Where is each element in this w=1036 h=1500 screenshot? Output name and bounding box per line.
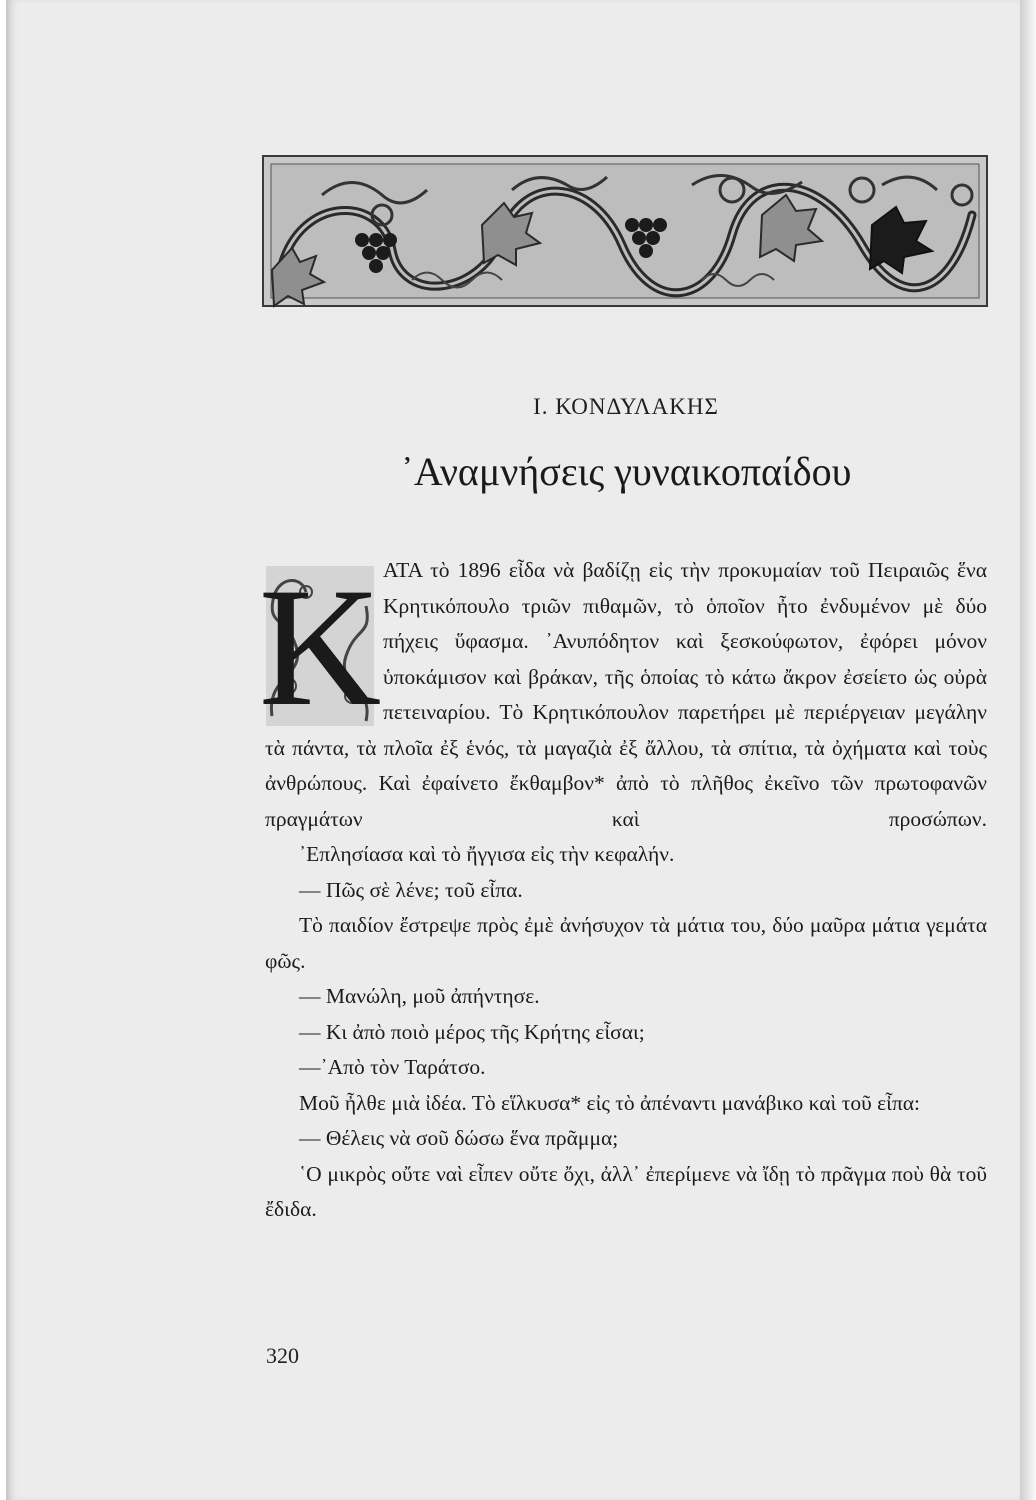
initial-spacer	[265, 553, 383, 729]
chapter-title: ᾿Αναμνήσεις γυναικοπαίδου	[400, 449, 852, 494]
dialogue-line: — Μανώλη, μοῦ ἀπήντησε.	[299, 984, 540, 1008]
dialogue-line: —᾿Απὸ τὸν Ταράτσο.	[299, 1055, 486, 1079]
paragraph: Μοῦ ἦλθε μιὰ ἰδέα. Τὸ εἵλκυσα* εἰς τὸ ἀπέναντι μανάβικο καὶ τοῦ εἶπα:	[299, 1090, 921, 1115]
paragraph: Τὸ παιδίον ἔστρεψε πρὸς ἐμὲ ἀνήσυχον τὰ μάτια του, δύο μαῦρα μάτια γεμάτα φῶς.	[265, 913, 987, 973]
paragraph: ΑΤΑ τὸ 1896 εἶδα νὰ βαδίζῃ εἰς τὴν προκυμαίαν τοῦ Πειραιῶς ἕνα Κρητικόπουλο τριῶν πιθαμῶν, τὸ ὁποῖον ἦτο ἐνδυμένον μὲ δύο πήχεις ὕφασμα. ᾿Ανυπόδητον καὶ ξεσκούφωτον, ἐφόρει μόνον ὑποκάμισον καὶ βράκαν, τῆς ὁποίας τὸ κάτω ἄκρον ἐσείετο ὡς οὐρὰ πετειναρίου. Τὸ Κρητικόπουλον παρετήρει μὲ περιέργειαν μεγάλην τὰ πάντα, τὰ πλοῖα ἐξ ἑνός, τὰ μαγαζιὰ ἐξ ἄλλου, τὰ σπίτια, τὰ ὀχήματα καὶ τοὺς ἀνθρώπους. Καὶ ἐφαίνετο ἔκθαμβον* ἀπὸ τὸ πλῆθος ἐκεῖνο τῶν πρωτοφανῶν πραγμάτων καὶ προσώπων.	[265, 558, 987, 831]
paragraph: ῾Ο μικρὸς οὔτε ναὶ εἶπεν οὔτε ὄχι, ἀλλ᾿ ἐπερίμενε νὰ ἴδῃ τὸ πρᾶγμα ποὺ θὰ τοῦ ἔδιδα.	[265, 1161, 987, 1221]
page-edge	[1020, 0, 1036, 1500]
dialogue-line: — Πῶς σὲ λένε; τοῦ εἶπα.	[299, 877, 523, 902]
author-name: Ι. ΚΟΝΔΥΛΑΚΗΣ	[533, 394, 719, 419]
page-number: 320	[266, 1343, 299, 1368]
dialogue-line: — Θέλεις νὰ σοῦ δώσω ἕνα πρᾶμμα;	[299, 1126, 619, 1150]
dialogue-line: — Κι ἀπὸ ποιὸ μέρος τῆς Κρήτης εἶσαι;	[299, 1019, 645, 1044]
body-text	[265, 553, 987, 1228]
vine-ornament-banner	[262, 155, 988, 307]
paragraph: ᾿Επλησίασα καὶ τὸ ἤγγισα εἰς τὴν κεφαλήν.	[299, 842, 675, 866]
initial-letter: Κ	[258, 553, 382, 741]
